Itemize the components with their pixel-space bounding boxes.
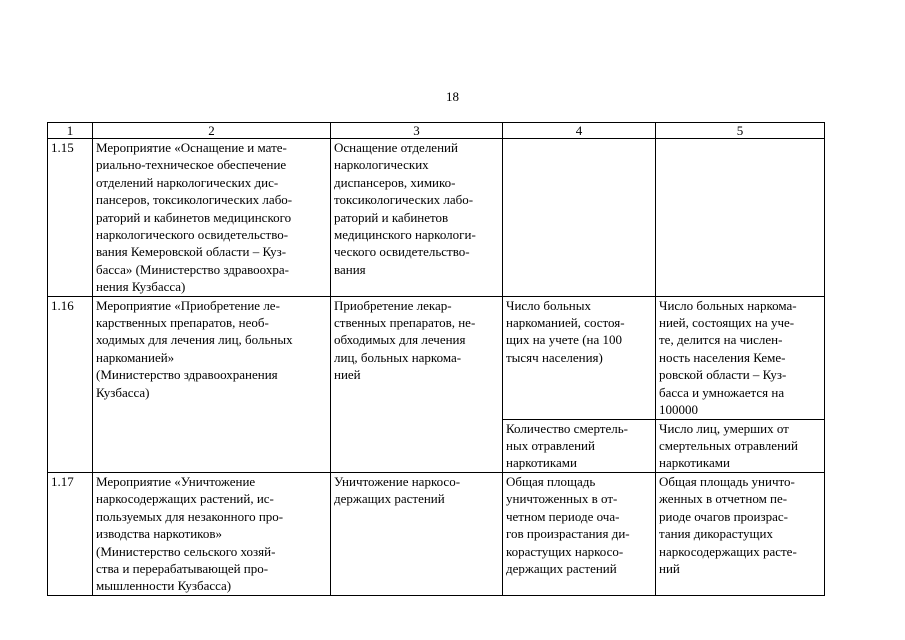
header-cell-4: 4 — [503, 123, 656, 139]
header-row — [48, 123, 825, 139]
description-cell: Приобретение лекар- ственных препаратов, не- обходимых для лечения лиц, больных наркома- нией — [331, 296, 503, 472]
measures-table — [47, 122, 825, 596]
row-number: 1.16 — [48, 296, 93, 472]
event-cell: Мероприятие «Уничтожение наркосодержащих растений, ис- пользуемых для незаконного про- изводства наркотиков» (Министерство сельского хозяй- ства и перерабатывающей про- мышленности Кузбасса) — [93, 472, 331, 595]
table-row — [48, 296, 825, 419]
event-cell: Мероприятие «Оснащение и мате- риально-техническое обеспечение отделений наркологических дис- пансеров, токсикологических лабо- раторий и кабинетов медицинского наркологического освидетельство- вания Кемеровской области – Куз- басса» (Министерство здравоохра- нения Кузбасса) — [93, 139, 331, 297]
indicator-cell: Количество смертель- ных отравлений наркотиками — [503, 419, 656, 472]
header-cell-5: 5 — [656, 123, 825, 139]
method-cell: Общая площадь уничто- женных в отчетном пе- риоде очагов произрас- тания дикорастущих наркосодержащих расте- ний — [656, 472, 825, 595]
header-cell-1: 1 — [48, 123, 93, 139]
indicator-cell — [503, 139, 656, 297]
indicator-cell: Число больных наркоманией, состоя- щих на учете (на 100 тысяч населения) — [503, 296, 656, 419]
method-cell — [656, 139, 825, 297]
table-row — [48, 139, 825, 297]
method-cell: Число больных наркома- нией, состоящих на уче- те, делится на числен- ность населения Кеме- ровской области – Куз- басса и умножается на 100000 — [656, 296, 825, 419]
description-cell: Оснащение отделений наркологических диспансеров, химико- токсикологических лабо- раторий и кабинетов медицинского наркологи- ческого освидетельство- вания — [331, 139, 503, 297]
description-cell: Уничтожение наркосо- держащих растений — [331, 472, 503, 595]
indicator-cell: Общая площадь уничтоженных в от- четном периоде оча- гов произрастания ди- корастущих наркосо- держащих растений — [503, 472, 656, 595]
method-cell: Число лиц, умерших от смертельных отравлений наркотиками — [656, 419, 825, 472]
event-cell: Мероприятие «Приобретение ле- карственных препаратов, необ- ходимых для лечения лиц, больных наркоманией» (Министерство здравоохранения Кузбасса) — [93, 296, 331, 472]
page-number: 18 — [446, 89, 459, 104]
header-cell-2: 2 — [93, 123, 331, 139]
row-number: 1.17 — [48, 472, 93, 595]
row-number: 1.15 — [48, 139, 93, 297]
header-cell-3: 3 — [331, 123, 503, 139]
table-row — [48, 472, 825, 595]
